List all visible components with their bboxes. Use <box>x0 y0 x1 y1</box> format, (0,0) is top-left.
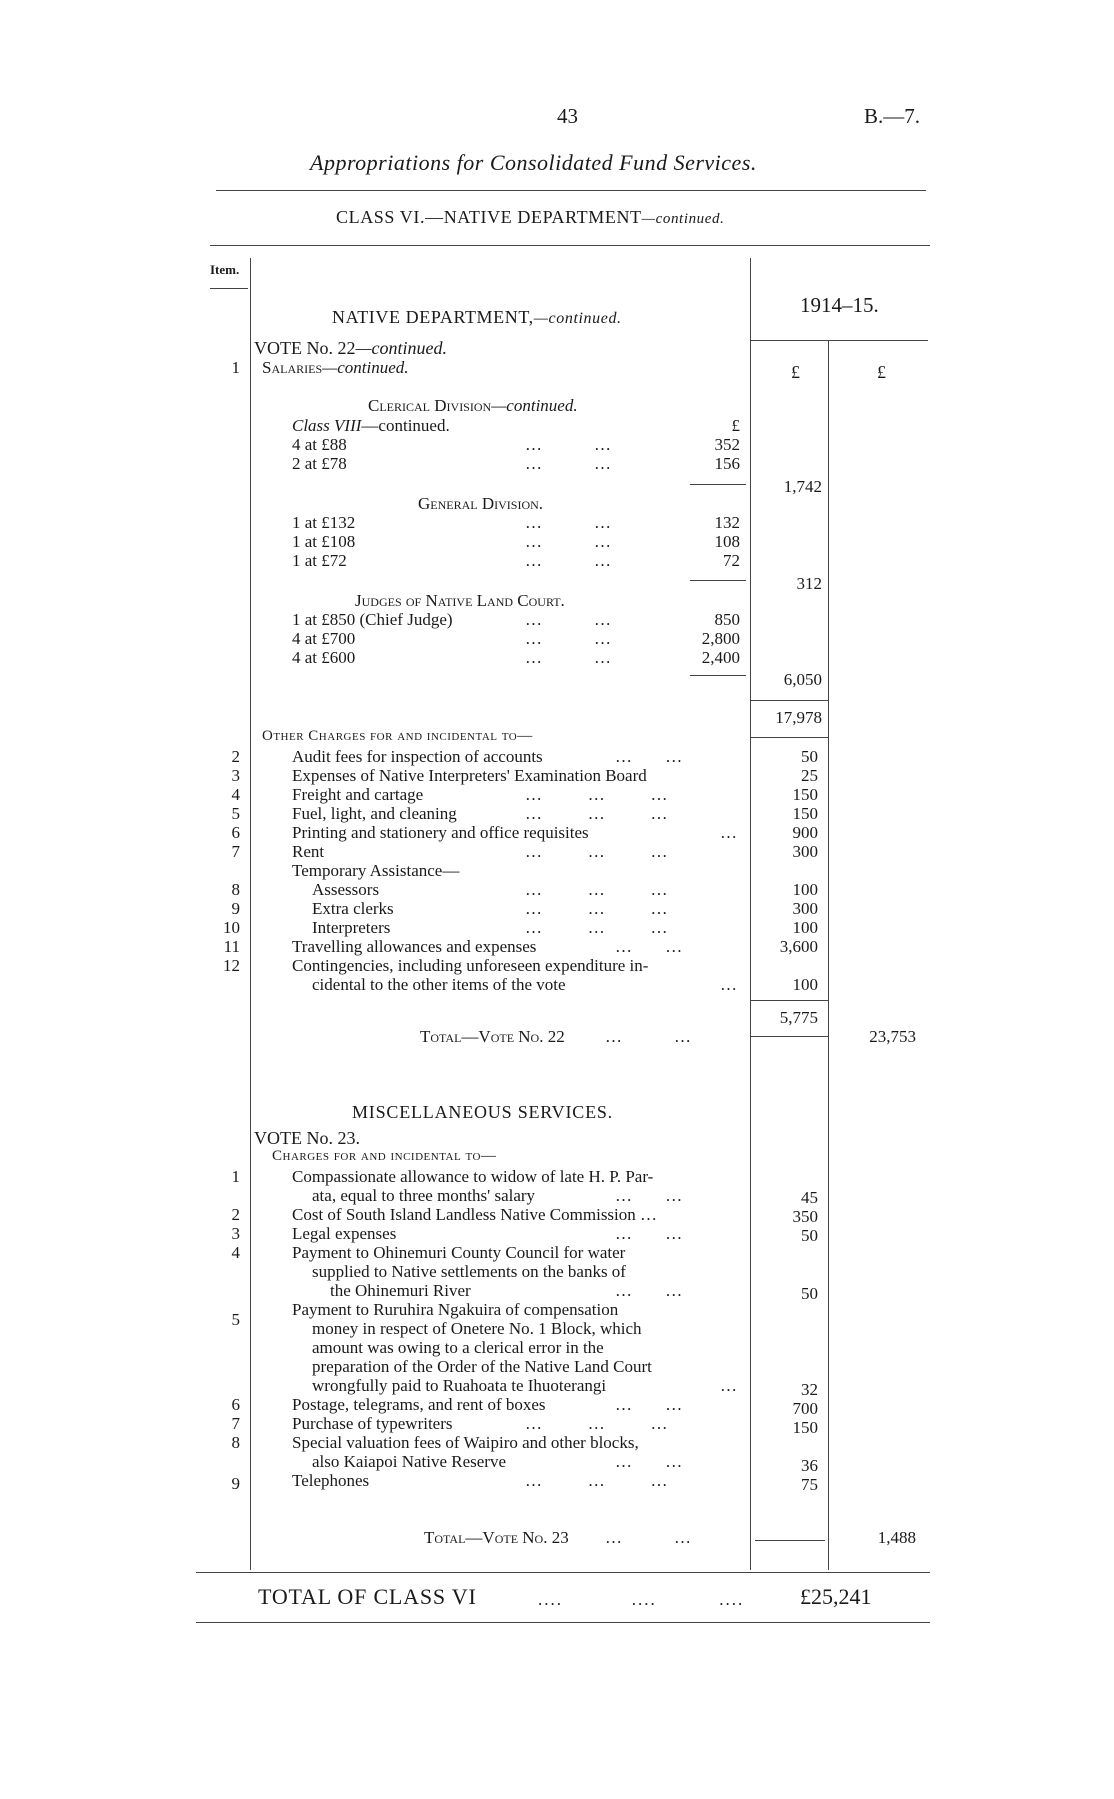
temp-assist-label: Temporary Assistance— <box>292 861 460 880</box>
charge-label: Postage, telegrams, and rent of boxes <box>292 1395 546 1414</box>
item-number: 5 <box>231 804 240 823</box>
leader-dots: … … <box>615 1452 685 1471</box>
charge-label-cont: supplied to Native settlements on the banks of <box>312 1262 626 1281</box>
item-number: 3 <box>231 1224 240 1243</box>
judges-row-amount: 2,400 <box>701 648 740 667</box>
salaries-total: 17,978 <box>775 708 822 727</box>
general-row-amount: 108 <box>714 532 740 551</box>
salaries-total-rule <box>750 737 828 738</box>
item-number: 12 <box>223 956 240 975</box>
leader-dots: … … … <box>525 918 670 937</box>
footer-top-rule <box>196 1572 930 1573</box>
salaries-cont: —continued. <box>322 358 409 377</box>
charge-label: Printing and stationery and office requisites <box>292 823 589 842</box>
charge-amount: 150 <box>792 804 818 823</box>
leader-dots: … … <box>615 1186 685 1205</box>
item-header-rule <box>210 288 248 289</box>
clerical-row-label: 4 at £88 <box>292 435 347 454</box>
vote22-total-label: Total—Vote No. 22 <box>420 1027 565 1046</box>
leader-dots: … … <box>605 1528 693 1547</box>
judges-heading: Judges of Native Land Court. <box>355 591 565 610</box>
charge-label-cont: cidental to the other items of the vote <box>312 975 566 994</box>
item-number: 2 <box>231 747 240 766</box>
charge-amount: 50 <box>801 1284 818 1303</box>
charge-amount: 300 <box>792 899 818 918</box>
item-number-1: 1 <box>231 358 240 377</box>
general-row-label: 1 at £108 <box>292 532 356 551</box>
table-top-rule <box>210 245 930 246</box>
item-number: 7 <box>231 842 240 861</box>
charge-label-text: Cost of South Island Landless Native Commission <box>292 1205 636 1224</box>
charge-amount: 50 <box>801 1226 818 1245</box>
general-row-amount: 132 <box>714 513 740 532</box>
leader-dots: … <box>720 975 739 994</box>
item-number: 6 <box>231 823 240 842</box>
header-rule <box>216 190 926 191</box>
year-column-mid <box>828 340 829 1570</box>
general-heading: General Division. <box>418 494 544 513</box>
clerical-heading <box>368 396 578 416</box>
pound-column-2: £ <box>877 362 886 382</box>
judges-total: 6,050 <box>783 670 822 689</box>
leader-dots: … … <box>525 629 613 648</box>
leader-dots: … … <box>615 1281 685 1300</box>
charge-label-cont: money in respect of Onetere No. 1 Block, which <box>312 1319 642 1338</box>
salaries-text: Salaries <box>262 358 323 377</box>
leader-dots: … … <box>605 1027 693 1046</box>
class-viii-label <box>292 416 450 436</box>
charge-amount: 150 <box>792 785 818 804</box>
item-number: 2 <box>231 1205 240 1224</box>
vote23-label: VOTE No. 23. <box>254 1128 360 1148</box>
leader-dots: … … <box>615 1224 685 1243</box>
clerical-row-amount: 156 <box>714 454 740 473</box>
charge-label: Telephones <box>292 1471 370 1490</box>
leader-dots: … … <box>615 937 685 956</box>
charge-label: Special valuation fees of Waipiro and other blocks, <box>292 1433 639 1452</box>
clerical-row-amount: 352 <box>714 435 740 454</box>
charge-label: Travelling allowances and expenses <box>292 937 537 956</box>
subtotal-rule <box>690 484 746 485</box>
charge-amount: 100 <box>792 975 818 994</box>
judges-row-label: 1 at £850 (Chief Judge) <box>292 610 453 629</box>
item-number: 11 <box>223 937 240 956</box>
leader-dots: … … <box>615 1395 685 1414</box>
item-number: 7 <box>231 1414 240 1433</box>
charge-label-cont: wrongfully paid to Ruahoata te Ihuoterangi <box>312 1376 607 1395</box>
class-viii-cont: —continued. <box>361 416 450 435</box>
charge-label: Cost of South Island Landless Native Commission … <box>292 1205 658 1224</box>
charge-amount: 350 <box>792 1207 818 1226</box>
leader-dots: … … … <box>525 1414 670 1433</box>
charge-label: Rent <box>292 842 325 861</box>
footer-bottom-rule <box>196 1622 930 1623</box>
charge-label: Interpreters <box>312 918 391 937</box>
charge-label-cont: ata, equal to three months' salary <box>312 1186 536 1205</box>
page-number: 43 <box>557 104 578 128</box>
class-title <box>336 207 725 228</box>
leader-dots: … … … <box>525 880 670 899</box>
item-column-divider <box>250 258 251 1570</box>
salaries-label <box>262 358 409 378</box>
charge-amount: 150 <box>792 1418 818 1437</box>
pound-sign-subcolumn: £ <box>731 416 740 435</box>
leader-dots: … … <box>525 454 613 473</box>
section2-heading: MISCELLANEOUS SERVICES. <box>352 1102 613 1122</box>
leader-dots: … … <box>525 610 613 629</box>
item-number: 8 <box>231 1433 240 1452</box>
clerical-total: 1,742 <box>783 477 822 496</box>
charge-label: Legal expenses <box>292 1224 397 1243</box>
charge-label: Contingencies, including unforeseen expenditure in- <box>292 956 649 975</box>
charge-amount: 32 <box>801 1380 818 1399</box>
item-number: 9 <box>231 1474 240 1493</box>
vote23-total-label: Total—Vote No. 23 <box>424 1528 569 1547</box>
charges-heading: Charges for and incidental to— <box>272 1148 497 1164</box>
charge-label: Expenses of Native Interpreters' Examination Board <box>292 766 647 785</box>
charge-amount: 25 <box>801 766 818 785</box>
charge-label-cont: the Ohinemuri River <box>330 1281 471 1300</box>
clerical-text: Clerical Division <box>368 396 492 415</box>
page-title: Appropriations for Consolidated Fund Services. <box>310 150 757 175</box>
judges-row-label: 4 at £700 <box>292 629 356 648</box>
charge-label: Payment to Ruruhira Ngakuira of compensation <box>292 1300 619 1319</box>
charge-label: Payment to Ohinemuri County Council for water <box>292 1243 626 1262</box>
other-total-rule <box>750 1036 828 1037</box>
leader-dots: … … … <box>525 785 670 804</box>
section1-heading-text: NATIVE DEPARTMENT, <box>332 307 534 327</box>
charge-label: Audit fees for inspection of accounts <box>292 747 543 766</box>
pound-column-1: £ <box>791 362 800 382</box>
general-row-label: 1 at £132 <box>292 513 356 532</box>
judges-row-amount: 2,800 <box>701 629 740 648</box>
leader-dots: .... .... .... <box>538 1590 745 1609</box>
item-number: 4 <box>231 785 240 804</box>
charge-label: Freight and cartage <box>292 785 424 804</box>
charge-label-cont: amount was owing to a clerical error in the <box>312 1338 604 1357</box>
class-title-text: CLASS VI.—NATIVE DEPARTMENT <box>336 207 642 227</box>
leader-dots: … … <box>525 513 613 532</box>
item-number: 8 <box>231 880 240 899</box>
judges-row-amount: 850 <box>714 610 740 629</box>
vote22-total: 23,753 <box>869 1027 916 1046</box>
leader-dots: … … … <box>525 804 670 823</box>
other-total: 5,775 <box>779 1008 818 1027</box>
charge-amount: 100 <box>792 918 818 937</box>
charge-amount: 36 <box>801 1456 818 1475</box>
charge-label: Fuel, light, and cleaning <box>292 804 457 823</box>
class-title-cont: —continued. <box>641 211 725 227</box>
general-row-label: 1 at £72 <box>292 551 347 570</box>
leader-dots: … … … <box>525 1471 670 1490</box>
item-number: 4 <box>231 1243 240 1262</box>
charge-label: Assessors <box>312 880 380 899</box>
general-total: 312 <box>796 574 822 593</box>
leader-dots: … … <box>525 551 613 570</box>
charge-amount: 900 <box>792 823 818 842</box>
vote22-text: VOTE No. 22 <box>254 338 356 358</box>
class-total-amount: £25,241 <box>800 1584 872 1609</box>
section1-heading <box>332 307 622 328</box>
charge-amount: 700 <box>792 1399 818 1418</box>
other-charges-heading: Other Charges for and incidental to— <box>262 728 533 744</box>
subtotal-rule <box>690 580 746 581</box>
subtotal-rule <box>690 675 746 676</box>
charge-label: Purchase of typewriters <box>292 1414 453 1433</box>
salaries-rule <box>750 700 828 701</box>
item-number: 1 <box>231 1167 240 1186</box>
clerical-cont: —continued. <box>491 396 578 415</box>
year-column-left <box>750 258 751 1570</box>
other-rule <box>750 1000 828 1001</box>
leader-dots: … … <box>525 532 613 551</box>
item-number: 3 <box>231 766 240 785</box>
item-column-header: Item. <box>210 262 240 277</box>
charge-label: Extra clerks <box>312 899 394 918</box>
doc-ref: B.—7. <box>864 104 921 128</box>
vote23-total: 1,488 <box>877 1528 916 1547</box>
vote23-rule <box>755 1540 825 1541</box>
charge-label-cont: preparation of the Order of the Native Land Court <box>312 1357 652 1376</box>
charge-amount: 45 <box>801 1188 818 1207</box>
charge-amount: 75 <box>801 1475 818 1494</box>
charge-amount: 50 <box>801 747 818 766</box>
leader-dots: … … <box>615 747 685 766</box>
leader-dots: … … <box>525 435 613 454</box>
class-viii-text: Class VIII <box>292 416 362 435</box>
leader-dots: … <box>720 823 739 842</box>
class-total-label: TOTAL OF CLASS VI <box>258 1584 477 1609</box>
year-header-rule <box>750 340 928 341</box>
section1-heading-cont: —continued. <box>533 310 622 327</box>
year-column-header: 1914–15. <box>800 293 879 317</box>
clerical-row-label: 2 at £78 <box>292 454 347 473</box>
item-number: 10 <box>223 918 240 937</box>
charge-label-cont: also Kaiapoi Native Reserve <box>312 1452 507 1471</box>
leader-dots: … … <box>525 648 613 667</box>
vote22-label <box>254 338 447 358</box>
item-number: 5 <box>231 1310 240 1329</box>
leader-dots: … … … <box>525 899 670 918</box>
charge-amount: 3,600 <box>779 937 818 956</box>
charge-amount: 300 <box>792 842 818 861</box>
judges-row-label: 4 at £600 <box>292 648 356 667</box>
item-number: 6 <box>231 1395 240 1414</box>
leader-dots: … … … <box>525 842 670 861</box>
charge-amount: 100 <box>792 880 818 899</box>
item-number: 9 <box>231 899 240 918</box>
leader-dots: … <box>720 1376 739 1395</box>
charge-label: Compassionate allowance to widow of late H. P. Par- <box>292 1167 654 1186</box>
general-row-amount: 72 <box>723 551 740 570</box>
vote22-cont: —continued. <box>355 338 447 358</box>
